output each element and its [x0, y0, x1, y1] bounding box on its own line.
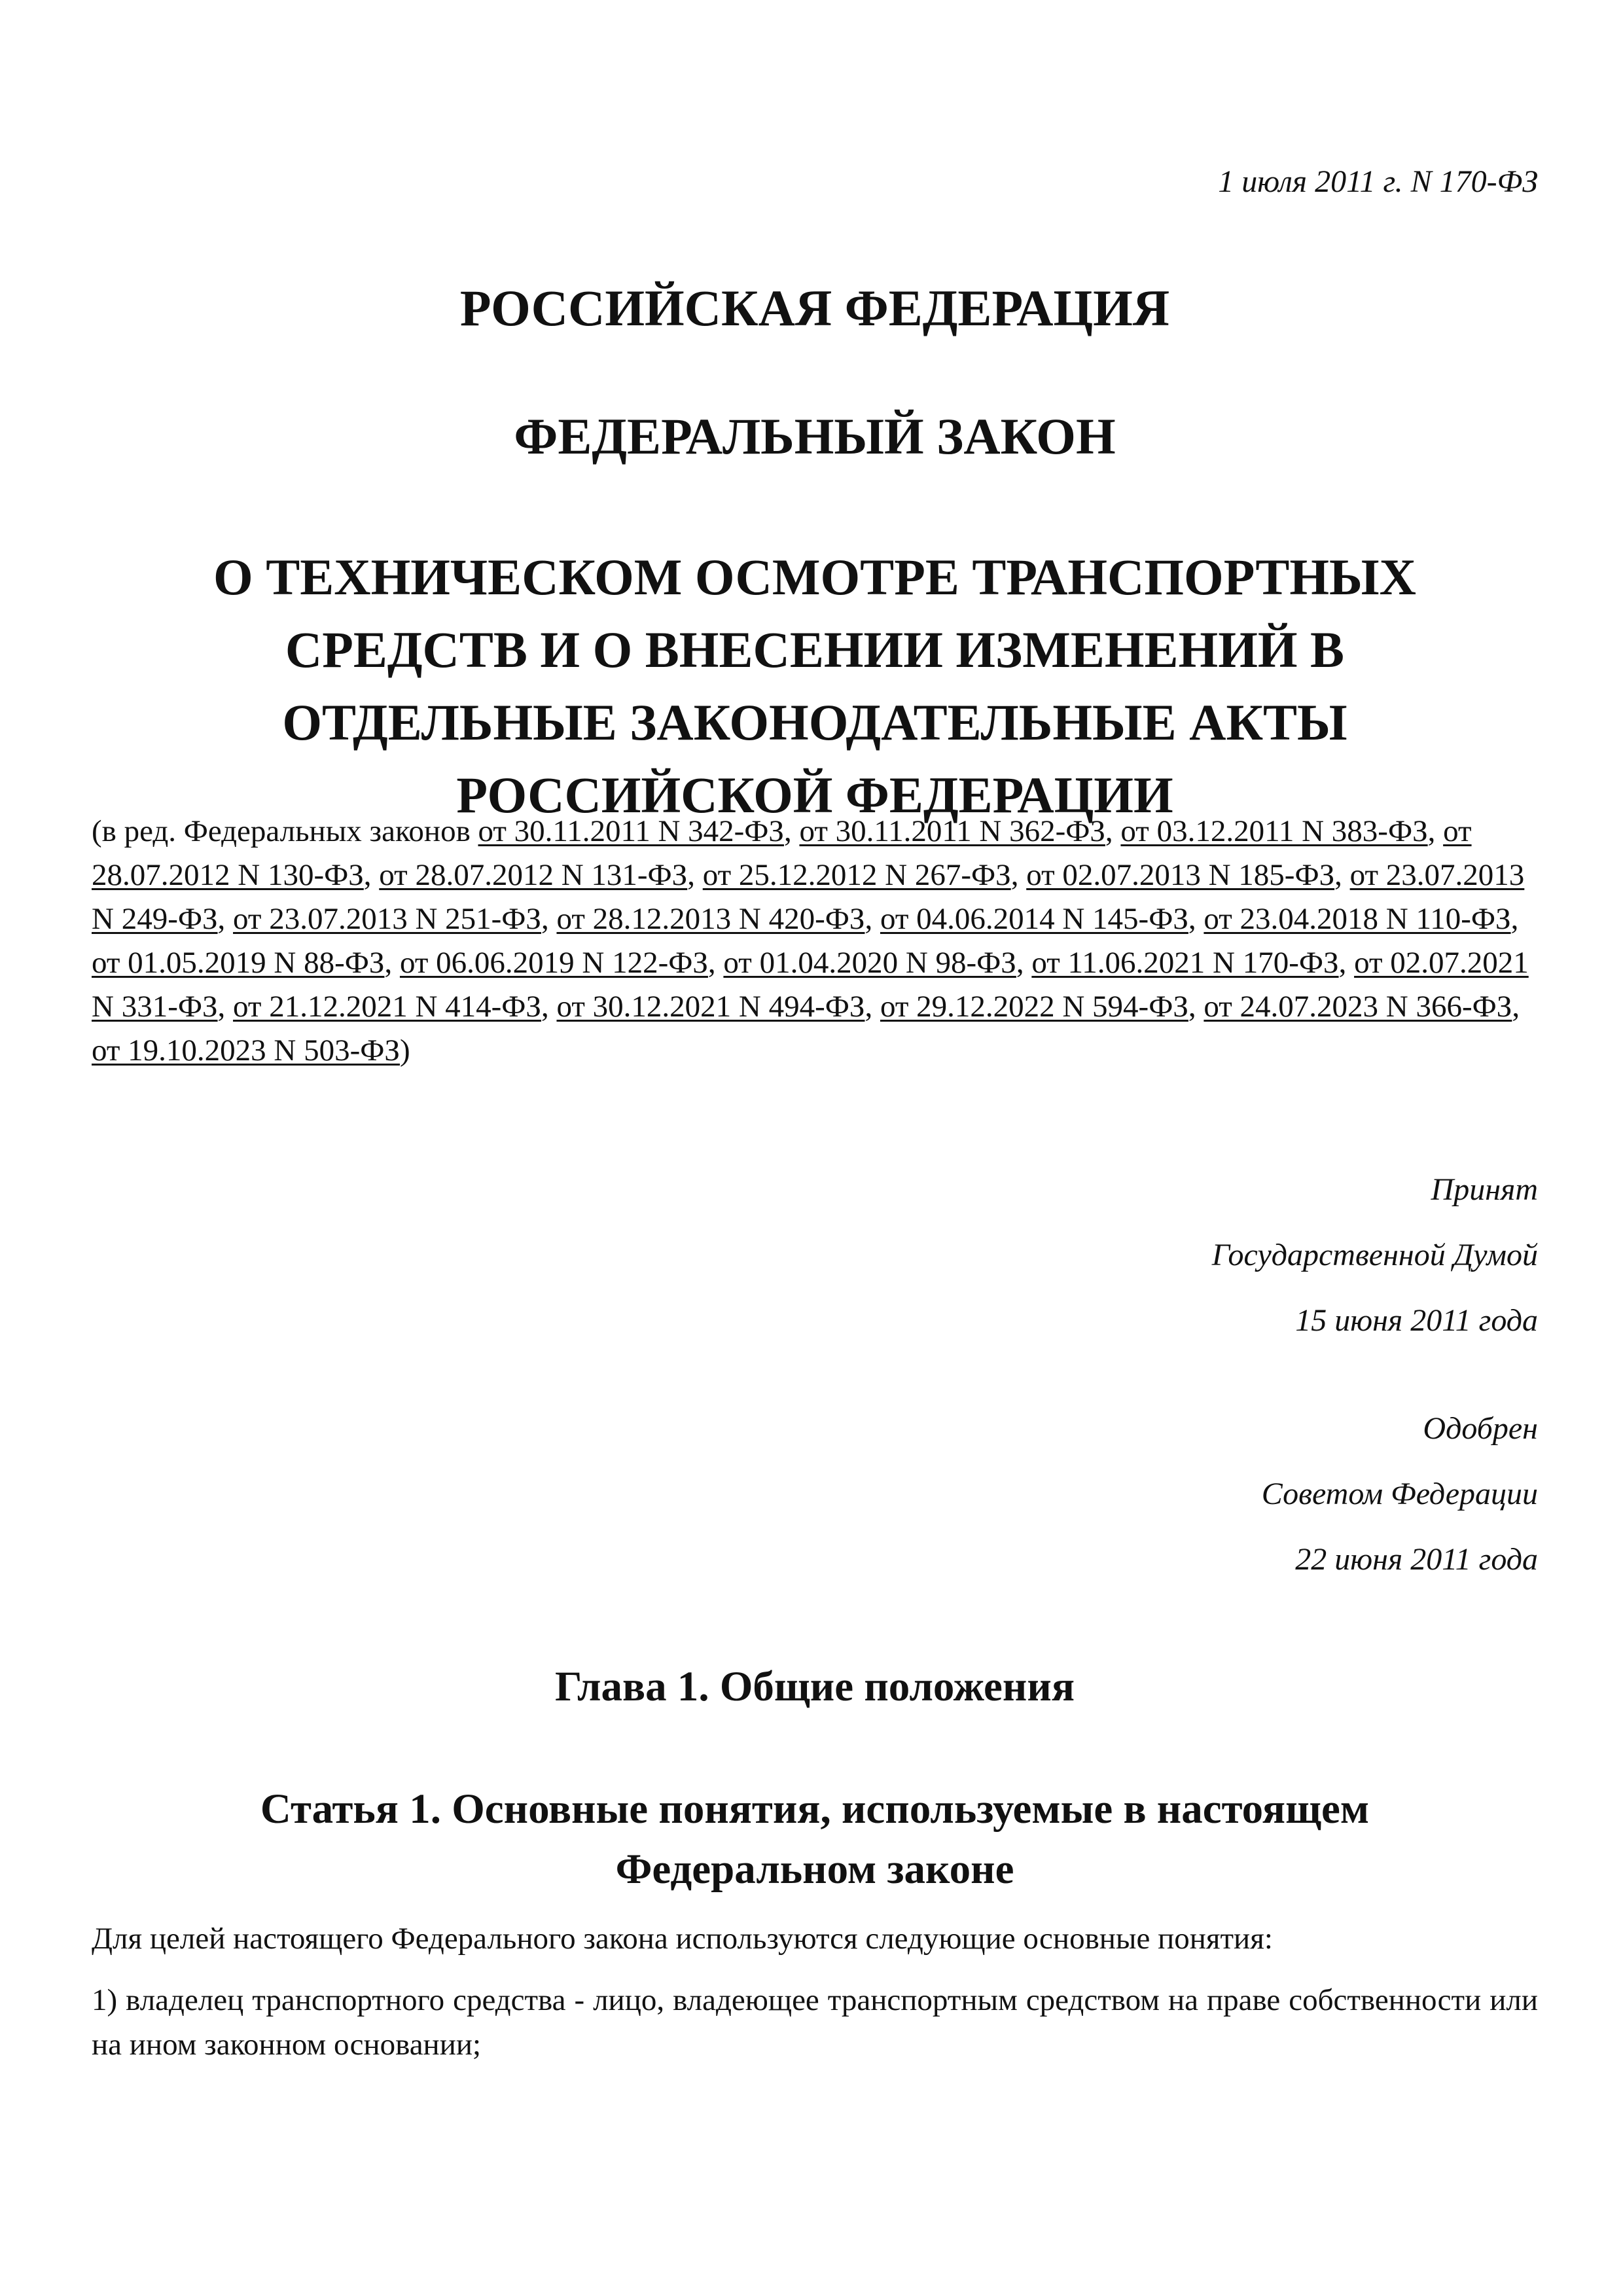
intro-paragraph: Для целей настоящего Федерального закона используются следующие основные понятия: — [92, 1922, 1273, 1956]
amendment-link[interactable]: от 03.12.2011 N 383-ФЗ — [1120, 814, 1428, 848]
approved-date: 22 июня 2011 года — [1295, 1542, 1538, 1577]
amendment-link[interactable]: от 01.04.2020 N 98-ФЗ — [723, 946, 1016, 980]
amendment-link[interactable]: от 30.11.2011 N 342-ФЗ — [478, 814, 784, 848]
amendment-link[interactable]: от 28.12.2013 N 420-ФЗ — [556, 902, 865, 936]
amendment-link[interactable]: от 28.07.2012 N 131-ФЗ — [379, 858, 688, 892]
adopted-label: Принят — [1431, 1172, 1538, 1207]
amendment-link[interactable]: от 11.06.2021 N 170-ФЗ — [1031, 946, 1339, 980]
amendment-link[interactable]: от 02.07.2013 N 185-ФЗ — [1026, 858, 1335, 892]
law-title — [92, 541, 1538, 831]
amendment-link[interactable]: от 24.07.2023 N 366-ФЗ — [1204, 990, 1512, 1024]
article-heading-line: Федеральном законе — [615, 1846, 1014, 1893]
amendment-link[interactable]: от 23.07.2013 N 249-ФЗ — [92, 858, 1525, 936]
adopted-by-duma: Государственной Думой — [1211, 1238, 1538, 1272]
amendment-link[interactable]: от 02.07.2021 N 331-ФЗ — [92, 946, 1529, 1024]
law-title-line: О ТЕХНИЧЕСКОМ ОСМОТРЕ ТРАНСПОРТНЫХ — [213, 548, 1416, 605]
law-title-line: ОТДЕЛЬНЫЕ ЗАКОНОДАТЕЛЬНЫЕ АКТЫ — [282, 694, 1347, 751]
amendment-link[interactable]: от 23.04.2018 N 110-ФЗ — [1204, 902, 1511, 936]
definition-item-1: 1) владелец транспортного средства - лицо, владеющее транспортным средством на праве собственности или на ином законном основании; — [92, 1983, 1538, 2062]
document-type-heading: ФЕДЕРАЛЬНЫЙ ЗАКОН — [514, 408, 1116, 465]
amendment-link[interactable]: от 19.10.2023 N 503-ФЗ — [92, 1033, 400, 1067]
amendment-link[interactable]: от 28.07.2012 N 130-ФЗ — [92, 814, 1472, 892]
article-heading — [92, 1779, 1538, 1899]
amendments-suffix: ) — [399, 1033, 410, 1067]
law-title-line: РОССИЙСКОЙ ФЕДЕРАЦИИ — [456, 766, 1173, 823]
article-heading-line: Статья 1. Основные понятия, используемые в настоящем — [260, 1785, 1370, 1833]
amendment-link[interactable]: от 21.12.2021 N 414-ФЗ — [233, 990, 541, 1024]
law-title-line: СРЕДСТВ И О ВНЕСЕНИИ ИЗМЕНЕНИЙ В — [285, 621, 1345, 678]
chapter-heading: Глава 1. Общие положения — [555, 1663, 1075, 1710]
amendment-link[interactable]: от 30.11.2011 N 362-ФЗ — [799, 814, 1105, 848]
approved-label: Одобрен — [1423, 1411, 1538, 1446]
amendment-link[interactable]: от 06.06.2019 N 122-ФЗ — [399, 946, 708, 980]
amendment-link[interactable]: от 04.06.2014 N 145-ФЗ — [880, 902, 1188, 936]
document-date-number: 1 июля 2011 г. N 170-ФЗ — [1218, 164, 1538, 199]
amendment-link[interactable]: от 30.12.2021 N 494-ФЗ — [556, 990, 865, 1024]
amendments-note: (в ред. Федеральных законов от 30.11.2011 N 342-ФЗ, от 30.11.2011 N 362-ФЗ, от 03.12.2011 N 383-ФЗ, от 28.07.2012 N 130-ФЗ, от 28.07.2012 N 131-ФЗ, от 25.12.2012 N 267-ФЗ, от 02.07.2013 N 185-ФЗ, от 23.07.2013 N 249-ФЗ, от 23.07.2013 N 251-ФЗ, от 28.12.2013 N 420-ФЗ, от 04.06.2014 N 145-ФЗ, от 23.04.2018 N 110-ФЗ, от 01.05.2019 N 88-ФЗ, от 06.06.2019 N 122-ФЗ, от 01.04.2020 N 98-ФЗ, от 11.06.2021 N 170-ФЗ, от 02.07.2021 N 331-ФЗ, от 21.12.2021 N 414-ФЗ, от 30.12.2021 N 494-ФЗ, от 29.12.2022 N 594-ФЗ, от 24.07.2023 N 366-ФЗ, от 19.10.2023 N 503-ФЗ) — [92, 814, 1529, 1067]
amendment-link[interactable]: от 23.07.2013 N 251-ФЗ — [233, 902, 541, 936]
amendment-link[interactable]: от 29.12.2022 N 594-ФЗ — [880, 990, 1188, 1024]
amendments-prefix: (в ред. Федеральных законов — [92, 814, 478, 848]
amendment-link[interactable]: от 01.05.2019 N 88-ФЗ — [92, 946, 385, 980]
country-heading: РОССИЙСКАЯ ФЕДЕРАЦИЯ — [459, 279, 1170, 336]
approved-by-council: Советом Федерации — [1261, 1477, 1538, 1511]
amendment-link[interactable]: от 25.12.2012 N 267-ФЗ — [702, 858, 1011, 892]
adopted-date: 15 июня 2011 года — [1295, 1303, 1538, 1338]
